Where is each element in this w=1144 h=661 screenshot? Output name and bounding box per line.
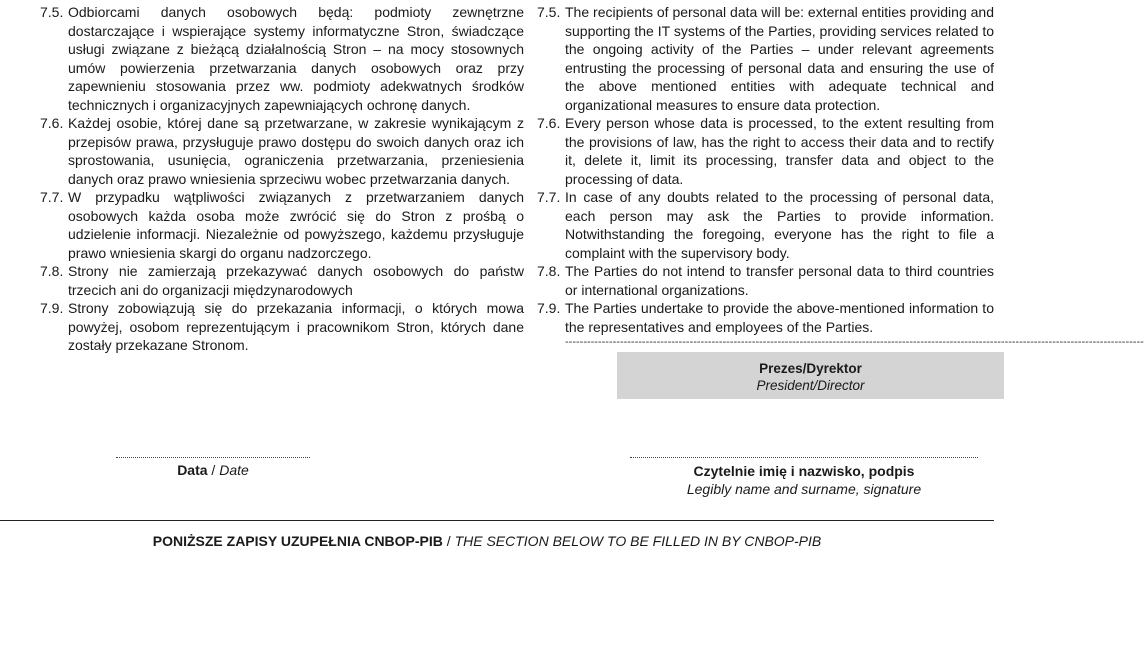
clause-text: Odbiorcami danych osobowych będą: podmioty zewnętrzne dostarczające i wspierające systemy informatyczne Stron, świadczące usługi związane z bieżącą działalnością Stron – na mocy stosownych umów powierzenia przetwarzania danych osobowych oraz przy zapewnieniu stosowania przez ww. podmioty adekwatnych środków technicznych i organizacyjnych zapewniających ochronę danych.: [68, 4, 524, 113]
clause-text: Strony zobowiązują się do przekazania informacji, o których mowa powyżej, osobom reprezentującym i pracownikom Stron, których dane zostały przekazane Stronom.: [68, 300, 524, 353]
clause-number: 7.8.: [537, 263, 561, 279]
clause-7-5-pl: [40, 3, 524, 114]
signature-label-pl: Czytelnie imię i nazwisko, podpis: [693, 463, 915, 479]
clause-number: 7.9.: [537, 300, 561, 316]
signature-label-en: Legibly name and surname, signature: [686, 481, 922, 497]
footer-separator: /: [442, 533, 455, 549]
clause-number: 7.5.: [40, 4, 64, 20]
date-signature-line[interactable]: [116, 457, 310, 458]
clause-number: 7.6.: [537, 115, 561, 131]
role-label-pl: Prezes/Dyrektor: [759, 361, 862, 376]
footer-text-pl: PONIŻSZE ZAPISY UZUPEŁNIA CNBOP-PIB: [152, 533, 443, 549]
clause-7-6-pl: [40, 114, 524, 188]
clause-text: In case of any doubts related to the processing of personal data, each person may ask the Parties to provide information. Notwithstanding the foregoing, everyone has the right to file a complaint with the supervisory body.: [565, 189, 994, 261]
clause-text: Strony nie zamierzają przekazywać danych osobowych do państw trzecich ani do organizacji międzynarodowych: [68, 263, 524, 298]
date-label: [116, 462, 310, 478]
date-label-pl: Data: [177, 462, 208, 478]
clause-7-8-pl: [40, 262, 524, 299]
clause-7-5-en: [537, 3, 994, 114]
cnbop-section-heading: [0, 533, 974, 549]
clause-7-7-en: [537, 188, 994, 262]
name-signature-line[interactable]: [630, 457, 978, 458]
clause-number: 7.6.: [40, 115, 64, 131]
clause-7-7-pl: [40, 188, 524, 262]
clause-number: 7.8.: [40, 263, 64, 279]
dashed-divider: --------------------------------------------------------------------------------------------------------------------------------------------------------------: [565, 336, 1144, 348]
section-divider: [0, 520, 994, 521]
date-label-en: Date: [219, 462, 249, 478]
date-label-separator: /: [207, 462, 220, 478]
signature-label: [574, 462, 1034, 498]
clause-number: 7.5.: [537, 4, 561, 20]
clause-number: 7.7.: [537, 189, 561, 205]
clause-text: The Parties do not intend to transfer personal data to third countries or international organizations.: [565, 263, 994, 298]
clause-text: W przypadku wątpliwości związanych z przetwarzaniem danych osobowych każda osoba może zwrócić się do Stron z prośbą o udzielenie informacji. Niezależnie od powyższego, każdemu przysługuje prawo wniesienia skargi do organu nadzorczego.: [68, 189, 524, 261]
clause-7-9-en: [537, 299, 994, 336]
clause-text: Every person whose data is processed, to the extent resulting from the provisions of law, has the right to access their data and to rectify it, delete it, limit its processing, transfer data and object to the processing of data.: [565, 115, 994, 187]
clause-text: The Parties undertake to provide the above-mentioned information to the representatives and employees of the Parties.: [565, 300, 994, 335]
polish-clauses: [40, 3, 524, 355]
clause-7-6-en: [537, 114, 994, 188]
signatory-role-box: [617, 352, 1004, 399]
footer-text-en: THE SECTION BELOW TO BE FILLED IN BY CNBOP-PIB: [454, 533, 822, 549]
english-clauses: [537, 3, 994, 336]
clause-number: 7.9.: [40, 300, 64, 316]
clause-number: 7.7.: [40, 189, 64, 205]
clause-7-9-pl: [40, 299, 524, 355]
clause-text: The recipients of personal data will be: external entities providing and supporting the IT systems of the Parties, providing services related to the ongoing activity of the Parties – under relevant agreements entrusting the processing of personal data and ensuring the use of the above mentioned entities with adequate technical and organizational measures to ensure data protection.: [565, 4, 994, 113]
clause-text: Każdej osobie, której dane są przetwarzane, w zakresie wynikającym z przepisów prawa, przysługuje prawo dostępu do swoich danych oraz ich sprostowania, usunięcia, ograniczenia przetwarzania, przeniesienia danych oraz prawo wniesienia sprzeciwu wobec przetwarzania danych.: [68, 115, 524, 187]
clause-7-8-en: [537, 262, 994, 299]
role-label-en: President/Director: [756, 378, 865, 393]
